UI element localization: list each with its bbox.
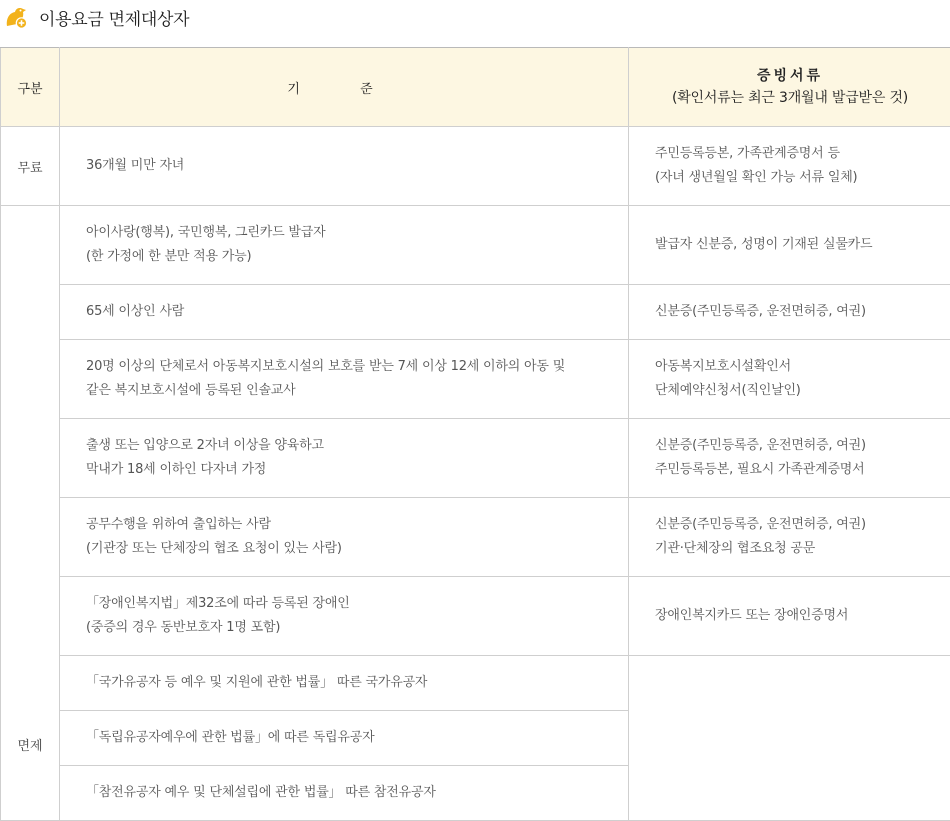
criteria-line: (한 가정에 한 분만 적용 가능) [86, 245, 602, 269]
criteria-line: 「참전유공자 예우 및 단체설립에 관한 법률」 따른 참전유공자 [86, 781, 602, 805]
documents-cell [629, 206, 950, 285]
documents-line: 신분증(주민등록증, 운전면허증, 여권) [655, 434, 925, 458]
documents-line: (자녀 생년월일 확인 가능 서류 일체) [655, 166, 925, 190]
category-exempt: 면제 [1, 206, 60, 821]
criteria-line: 36개월 미만 자녀 [86, 154, 602, 178]
criteria-cell [60, 656, 629, 711]
bird-plus-icon [3, 4, 29, 30]
criteria-line: 공무수행을 위하여 출입하는 사람 [86, 513, 602, 537]
criteria-line: 출생 또는 입양으로 2자녀 이상을 양육하고 [86, 434, 602, 458]
criteria-cell [60, 127, 629, 206]
documents-line: 발급자 신분증, 성명이 기재된 실물카드 [655, 233, 925, 257]
criteria-cell [60, 340, 629, 419]
documents-cell [629, 498, 950, 577]
criteria-line: 아이사랑(행복), 국민행복, 그린카드 발급자 [86, 221, 602, 245]
criteria-cell [60, 577, 629, 656]
criteria-cell [60, 285, 629, 340]
criteria-line: 「국가유공자 등 예우 및 지원에 관한 법률」 따른 국가유공자 [86, 671, 602, 695]
criteria-cell [60, 206, 629, 285]
documents-line: 주민등록등본, 필요시 가족관계증명서 [655, 458, 925, 482]
header-documents-title: 증빙서류 [629, 65, 950, 87]
table-row [1, 577, 950, 656]
criteria-line: 「독립유공자예우에 관한 법률」에 따른 독립유공자 [86, 726, 602, 750]
criteria-cell [60, 766, 629, 821]
documents-line: 신분증(주민등록증, 운전면허증, 여권) [655, 513, 925, 537]
table-row [1, 656, 950, 711]
criteria-cell [60, 711, 629, 766]
documents-cell [629, 340, 950, 419]
documents-cell [629, 127, 950, 206]
criteria-cell [60, 498, 629, 577]
page-title: 이용요금 면제대상자 [39, 5, 189, 30]
table-header-row [1, 48, 950, 127]
criteria-line: 20명 이상의 단체로서 아동복지보호시설의 보호를 받는 7세 이상 12세 이하의 아동 및 [86, 355, 602, 379]
criteria-line: 막내가 18세 이하인 다자녀 가정 [86, 458, 602, 482]
criteria-line: (중증의 경우 동반보호자 1명 포함) [86, 616, 602, 640]
criteria-line: (기관장 또는 단체장의 협조 요청이 있는 사람) [86, 537, 602, 561]
documents-line: 신분증(주민등록증, 운전면허증, 여권) [655, 300, 925, 324]
table-row [1, 285, 950, 340]
documents-line: 아동복지보호시설확인서 [655, 355, 925, 379]
documents-line: 단체예약신청서(직인날인) [655, 379, 925, 403]
table-row-free [1, 127, 950, 206]
header-documents-note: (확인서류는 최근 3개월내 발급받은 것) [629, 87, 950, 109]
criteria-line: 65세 이상인 사람 [86, 300, 602, 324]
category-free: 무료 [1, 127, 60, 206]
documents-line: 주민등록등본, 가족관계증명서 등 [655, 142, 925, 166]
criteria-cell [60, 419, 629, 498]
table-row [1, 498, 950, 577]
documents-cell [629, 419, 950, 498]
criteria-line: 같은 복지보호시설에 등록된 인솔교사 [86, 379, 602, 403]
documents-cell [629, 577, 950, 656]
header-documents [629, 48, 950, 127]
fee-exemption-table [0, 47, 950, 821]
documents-line: 기관·단체장의 협조요청 공문 [655, 537, 925, 561]
section-title-bar [3, 4, 189, 30]
table-row [1, 419, 950, 498]
table-row [1, 340, 950, 419]
documents-cell-empty [629, 656, 950, 821]
criteria-line: 「장애인복지법」제32조에 따라 등록된 장애인 [86, 592, 602, 616]
documents-line: 장애인복지카드 또는 장애인증명서 [655, 604, 925, 628]
documents-cell [629, 285, 950, 340]
table-row [1, 206, 950, 285]
header-criteria: 기 준 [60, 48, 629, 127]
header-category: 구분 [1, 48, 60, 127]
